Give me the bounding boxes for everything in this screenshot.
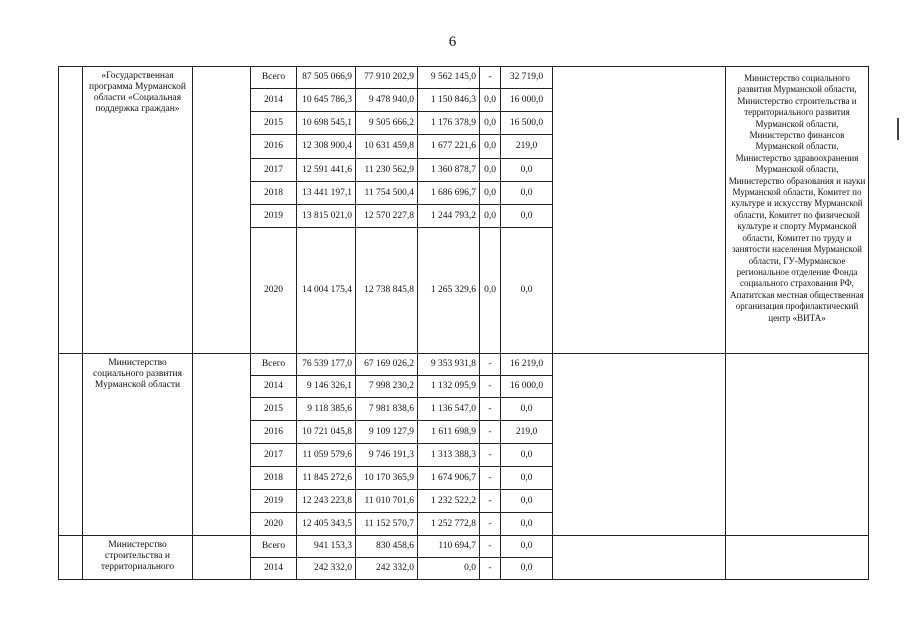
other-cell: 0,0	[501, 558, 553, 580]
local-cell: 0,0	[480, 112, 501, 135]
local-cell: -	[480, 376, 501, 398]
program-name-cell: Министерство строительства и территориального	[83, 536, 193, 580]
local-cell: 0,0	[480, 135, 501, 159]
row-number-cell	[59, 354, 83, 536]
regional-cell: 11 010 701,6	[356, 490, 418, 513]
total-cell: 10 698 545,1	[297, 112, 356, 135]
federal-cell: 1 677 221,6	[418, 135, 480, 159]
local-cell: 0,0	[480, 182, 501, 205]
federal-cell: 1 252 772,8	[418, 513, 480, 536]
year-cell: 2019	[251, 490, 297, 513]
year-cell: 2017	[251, 159, 297, 182]
year-cell: 2020	[251, 513, 297, 536]
federal-cell: 1 360 878,7	[418, 159, 480, 182]
federal-cell: 1 313 388,3	[418, 444, 480, 467]
other-cell: 0,0	[501, 205, 553, 228]
year-cell: 2018	[251, 182, 297, 205]
row-number-cell	[59, 67, 83, 354]
local-cell: -	[480, 354, 501, 376]
regional-cell: 12 738 845,8	[356, 228, 418, 354]
total-cell: 10 645 786,3	[297, 89, 356, 112]
year-cell: 2015	[251, 398, 297, 421]
local-cell: -	[480, 490, 501, 513]
total-cell: 76 539 177,0	[297, 354, 356, 376]
year-cell: 2019	[251, 205, 297, 228]
total-cell: 9 146 326,1	[297, 376, 356, 398]
federal-cell: 0,0	[418, 558, 480, 580]
local-cell: -	[480, 467, 501, 490]
other-cell: 16 000,0	[501, 89, 553, 112]
total-cell: 13 441 197,1	[297, 182, 356, 205]
row-number-cell	[59, 536, 83, 580]
total-cell: 11 059 579,6	[297, 444, 356, 467]
total-cell: 12 243 223,8	[297, 490, 356, 513]
local-cell: -	[480, 444, 501, 467]
empty-cell	[553, 67, 726, 354]
federal-cell: 1 686 696,7	[418, 182, 480, 205]
total-cell: 12 591 441,6	[297, 159, 356, 182]
scan-mark	[897, 118, 899, 140]
empty-cell	[193, 354, 251, 536]
other-cell: 0,0	[501, 490, 553, 513]
other-cell: 32 719,0	[501, 67, 553, 89]
local-cell: -	[480, 513, 501, 536]
other-cell: 0,0	[501, 159, 553, 182]
federal-cell: 1 611 698,9	[418, 421, 480, 444]
regional-cell: 9 109 127,9	[356, 421, 418, 444]
year-cell: 2014	[251, 376, 297, 398]
empty-cell	[553, 354, 726, 536]
other-cell: 0,0	[501, 398, 553, 421]
federal-cell: 1 244 793,2	[418, 205, 480, 228]
other-cell: 0,0	[501, 228, 553, 354]
table-row	[59, 67, 869, 89]
regional-cell: 77 910 202,9	[356, 67, 418, 89]
regional-cell: 9 505 666,2	[356, 112, 418, 135]
other-cell: 16 500,0	[501, 112, 553, 135]
other-cell: 16 219,0	[501, 354, 553, 376]
federal-cell: 1 265 329,6	[418, 228, 480, 354]
empty-cell	[193, 536, 251, 580]
total-cell: 12 405 343,5	[297, 513, 356, 536]
total-cell: 13 815 021,0	[297, 205, 356, 228]
year-cell: Всего	[251, 67, 297, 89]
total-cell: 242 332,0	[297, 558, 356, 580]
regional-cell: 10 631 459,8	[356, 135, 418, 159]
other-cell: 219,0	[501, 421, 553, 444]
year-cell: 2016	[251, 135, 297, 159]
year-cell: 2014	[251, 89, 297, 112]
year-cell: 2017	[251, 444, 297, 467]
federal-cell: 9 353 931,8	[418, 354, 480, 376]
other-cell: 0,0	[501, 444, 553, 467]
regional-cell: 67 169 026,2	[356, 354, 418, 376]
regional-cell: 10 170 365,9	[356, 467, 418, 490]
federal-cell: 1 176 378,9	[418, 112, 480, 135]
page-number: 6	[448, 34, 457, 50]
total-cell: 10 721 045,8	[297, 421, 356, 444]
program-name-cell: «Государственная программа Мурманской области «Социальная поддержка граждан»	[83, 67, 193, 354]
other-cell: 0,0	[501, 467, 553, 490]
regional-cell: 242 332,0	[356, 558, 418, 580]
local-cell: -	[480, 558, 501, 580]
regional-cell: 9 478 940,0	[356, 89, 418, 112]
total-cell: 9 118 385,6	[297, 398, 356, 421]
regional-cell: 11 754 500,4	[356, 182, 418, 205]
local-cell: 0,0	[480, 205, 501, 228]
executors-cell: Министерство социального развития Мурманской области, Министерство строительства и территориального развития Мурманской области, Министерство финансов Мурманской области, Министерство здравоохранения Мурманской области, Министерство образования и науки Мурманской области, Комитет по культуре и искусству Мурманской области, Комитет по физической культуре и спорту Мурманской области, Комитет по труду и занятости населения Мурманской области, ГУ-Мурманское региональное отделение Фонда социального страхования РФ, Апатитская местная общественная организация профилактический центр «ВИТА»	[726, 67, 869, 354]
budget-table	[58, 66, 869, 580]
table-row	[59, 354, 869, 376]
total-cell: 11 845 272,6	[297, 467, 356, 490]
federal-cell: 1 132 095,9	[418, 376, 480, 398]
other-cell: 0,0	[501, 182, 553, 205]
total-cell: 941 153,3	[297, 536, 356, 558]
local-cell: 0,0	[480, 159, 501, 182]
year-cell: Всего	[251, 354, 297, 376]
local-cell: -	[480, 398, 501, 421]
total-cell: 14 004 175,4	[297, 228, 356, 354]
year-cell: Всего	[251, 536, 297, 558]
federal-cell: 1 232 522,2	[418, 490, 480, 513]
regional-cell: 7 998 230,2	[356, 376, 418, 398]
year-cell: 2020	[251, 228, 297, 354]
regional-cell: 12 570 227,8	[356, 205, 418, 228]
executors-cell	[726, 354, 869, 536]
empty-cell	[553, 536, 726, 580]
regional-cell: 11 152 570,7	[356, 513, 418, 536]
local-cell: -	[480, 67, 501, 89]
year-cell: 2016	[251, 421, 297, 444]
empty-cell	[193, 67, 251, 354]
total-cell: 12 308 900,4	[297, 135, 356, 159]
other-cell: 0,0	[501, 513, 553, 536]
federal-cell: 9 562 145,0	[418, 67, 480, 89]
federal-cell: 1 136 547,0	[418, 398, 480, 421]
other-cell: 219,0	[501, 135, 553, 159]
year-cell: 2015	[251, 112, 297, 135]
federal-cell: 1 674 906,7	[418, 467, 480, 490]
table-row	[59, 536, 869, 558]
local-cell: 0,0	[480, 228, 501, 354]
regional-cell: 830 458,6	[356, 536, 418, 558]
regional-cell: 9 746 191,3	[356, 444, 418, 467]
executors-cell	[726, 536, 869, 580]
other-cell: 0,0	[501, 536, 553, 558]
local-cell: -	[480, 536, 501, 558]
regional-cell: 7 981 838,6	[356, 398, 418, 421]
program-name-cell: Министерство социального развития Мурманской области	[83, 354, 193, 536]
year-cell: 2018	[251, 467, 297, 490]
year-cell: 2014	[251, 558, 297, 580]
other-cell: 16 000,0	[501, 376, 553, 398]
local-cell: 0,0	[480, 89, 501, 112]
federal-cell: 1 150 846,3	[418, 89, 480, 112]
local-cell: -	[480, 421, 501, 444]
federal-cell: 110 694,7	[418, 536, 480, 558]
regional-cell: 11 230 562,9	[356, 159, 418, 182]
total-cell: 87 505 066,9	[297, 67, 356, 89]
